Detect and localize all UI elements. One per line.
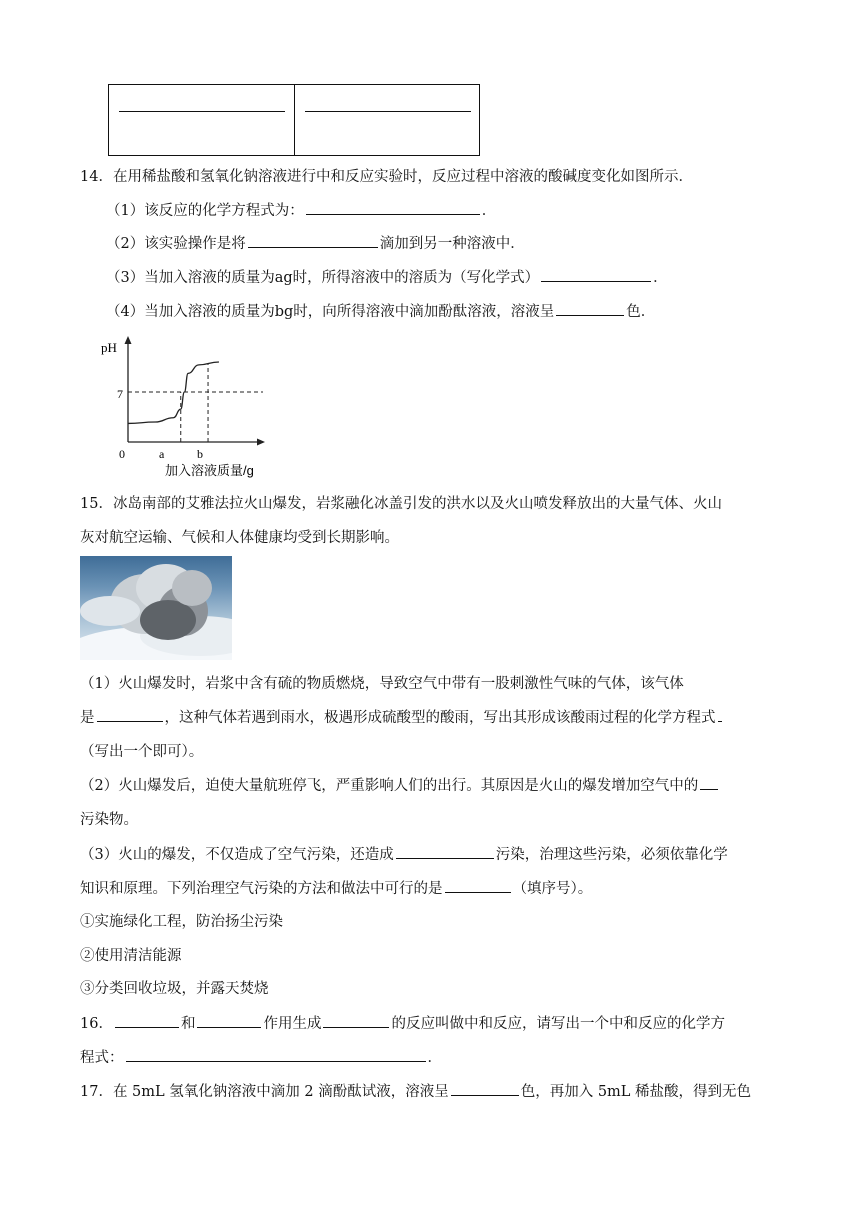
sub-question-text: （3）当加入溶液的质量为ag时，所得溶液中的溶质为（写化学式） xyxy=(106,270,540,286)
answer-blank xyxy=(305,111,471,112)
question-14-stem xyxy=(80,165,693,186)
answer-table xyxy=(108,84,480,156)
answer-blank xyxy=(718,707,722,722)
volcano-ash-photo xyxy=(80,556,232,660)
question-text: 的反应叫做中和反应，请写出一个中和反应的化学方 xyxy=(391,1016,725,1032)
table-divider xyxy=(294,85,295,155)
sub-question-text: （2）该实验操作是将 xyxy=(106,236,246,252)
question-text: 作用生成 xyxy=(263,1016,322,1032)
sub-question-text: （4）当加入溶液的质量为bg时，向所得溶液中滴加酚酞溶液，溶液呈 xyxy=(106,304,555,320)
question-16-line1 xyxy=(80,1012,725,1033)
question-text: ． xyxy=(427,1050,442,1066)
x-tick-label-a: a xyxy=(159,447,165,461)
x-tick-label-b: b xyxy=(197,447,203,461)
answer-blank xyxy=(248,233,378,248)
y-axis-arrow xyxy=(125,336,132,344)
question-14-sub3 xyxy=(106,266,668,287)
y-tick-label: 7 xyxy=(117,387,123,401)
sub-question-text: ，这种气体若遇到雨水，极遇形成硫酸型的酸雨，写出其形成该酸雨过程的化学方程式 xyxy=(164,710,716,726)
origin-label: 0 xyxy=(119,447,125,461)
question-15-sub1-line1: （1）火山爆发时，岩浆中含有硫的物质燃烧，导致空气中带有一股刺激性气味的气体，该气体 xyxy=(80,676,684,692)
question-15-stem-line1 xyxy=(80,492,722,513)
answer-blank xyxy=(445,878,511,893)
answer-blank xyxy=(541,267,651,282)
sub-question-text: 是 xyxy=(80,710,95,726)
question-text: 程式： xyxy=(80,1050,124,1066)
sub-question-text: 色． xyxy=(626,304,656,320)
option-1: ①实施绿化工程，防治扬尘污染 xyxy=(80,914,283,930)
question-16-line2 xyxy=(80,1046,442,1067)
sub-question-text: 知识和原理。下列治理空气污染的方法和做法中可行的是 xyxy=(80,881,443,897)
question-14-sub2 xyxy=(106,232,525,253)
question-15-sub3-line1 xyxy=(80,843,728,864)
x-axis-arrow xyxy=(257,439,265,446)
answer-blank xyxy=(197,1013,261,1028)
option-3: ③分类回收垃圾，并露天焚烧 xyxy=(80,981,269,997)
answer-blank xyxy=(115,1013,179,1028)
question-15-sub2-line1 xyxy=(80,774,720,795)
sub-question-text: 滴加到另一种溶液中． xyxy=(379,236,525,252)
question-text: 在用稀盐酸和氢氧化钠溶液进行中和反应实验时，反应过程中溶液的酸碱度变化如图所示． xyxy=(112,169,693,185)
answer-blank xyxy=(126,1047,426,1062)
question-17-line1 xyxy=(80,1080,751,1101)
question-15-sub1-line3: （写出一个即可）。 xyxy=(80,744,204,760)
ph-chart xyxy=(95,330,275,480)
y-axis-label: pH xyxy=(101,340,117,355)
question-14-sub1 xyxy=(106,199,496,220)
question-15-stem-line2: 灰对航空运输、气候和人体健康均受到长期影响。 xyxy=(80,530,399,546)
answer-blank xyxy=(119,111,285,112)
sub-question-text: （3）火山的爆发，不仅造成了空气污染，还造成 xyxy=(80,847,394,863)
question-number: 16． xyxy=(80,1016,113,1032)
question-number: 15． xyxy=(80,496,113,512)
question-15-sub2-line2: 污染物。 xyxy=(80,812,138,828)
question-15-sub3-line2 xyxy=(80,877,592,898)
answer-blank xyxy=(451,1081,519,1096)
chart-frame xyxy=(125,336,266,446)
sub-question-text: 污染，治理这些污染，必须依靠化学 xyxy=(495,847,728,863)
answer-blank xyxy=(556,301,624,316)
question-text: 在 5mL 氢氧化钠溶液中滴加 2 滴酚酞试液，溶液呈 xyxy=(112,1084,449,1100)
x-axis-label: 加入溶液质量/g xyxy=(165,463,254,478)
question-text: 冰岛南部的艾雅法拉火山爆发，岩浆融化冰盖引发的洪水以及火山喷发释放出的大量气体、火山 xyxy=(112,496,722,512)
question-number: 14． xyxy=(80,169,113,185)
question-text: 色，再加入 5mL 稀盐酸，得到无色 xyxy=(520,1084,752,1100)
sub-question-text: （填序号）。 xyxy=(512,881,593,897)
option-2: ②使用清洁能源 xyxy=(80,948,182,964)
answer-blank xyxy=(700,775,718,790)
question-number: 17． xyxy=(80,1084,113,1100)
question-text: 和 xyxy=(180,1016,196,1032)
question-14-sub4 xyxy=(106,300,655,321)
answer-blank xyxy=(396,844,494,859)
sub-question-text: ． xyxy=(481,203,497,219)
answer-blank xyxy=(97,707,163,722)
sub-question-text: ． xyxy=(653,270,668,286)
sub-question-text: （1）该反应的化学方程式为： xyxy=(106,203,304,219)
sub-question-text: （2）火山爆发后，迫使大量航班停飞，严重影响人们的出行。其原因是火山的爆发增加空气中的 xyxy=(80,778,699,794)
ph-curve xyxy=(128,362,219,423)
answer-blank xyxy=(323,1013,389,1028)
answer-blank xyxy=(306,200,480,215)
question-15-sub1-line2 xyxy=(80,706,724,727)
